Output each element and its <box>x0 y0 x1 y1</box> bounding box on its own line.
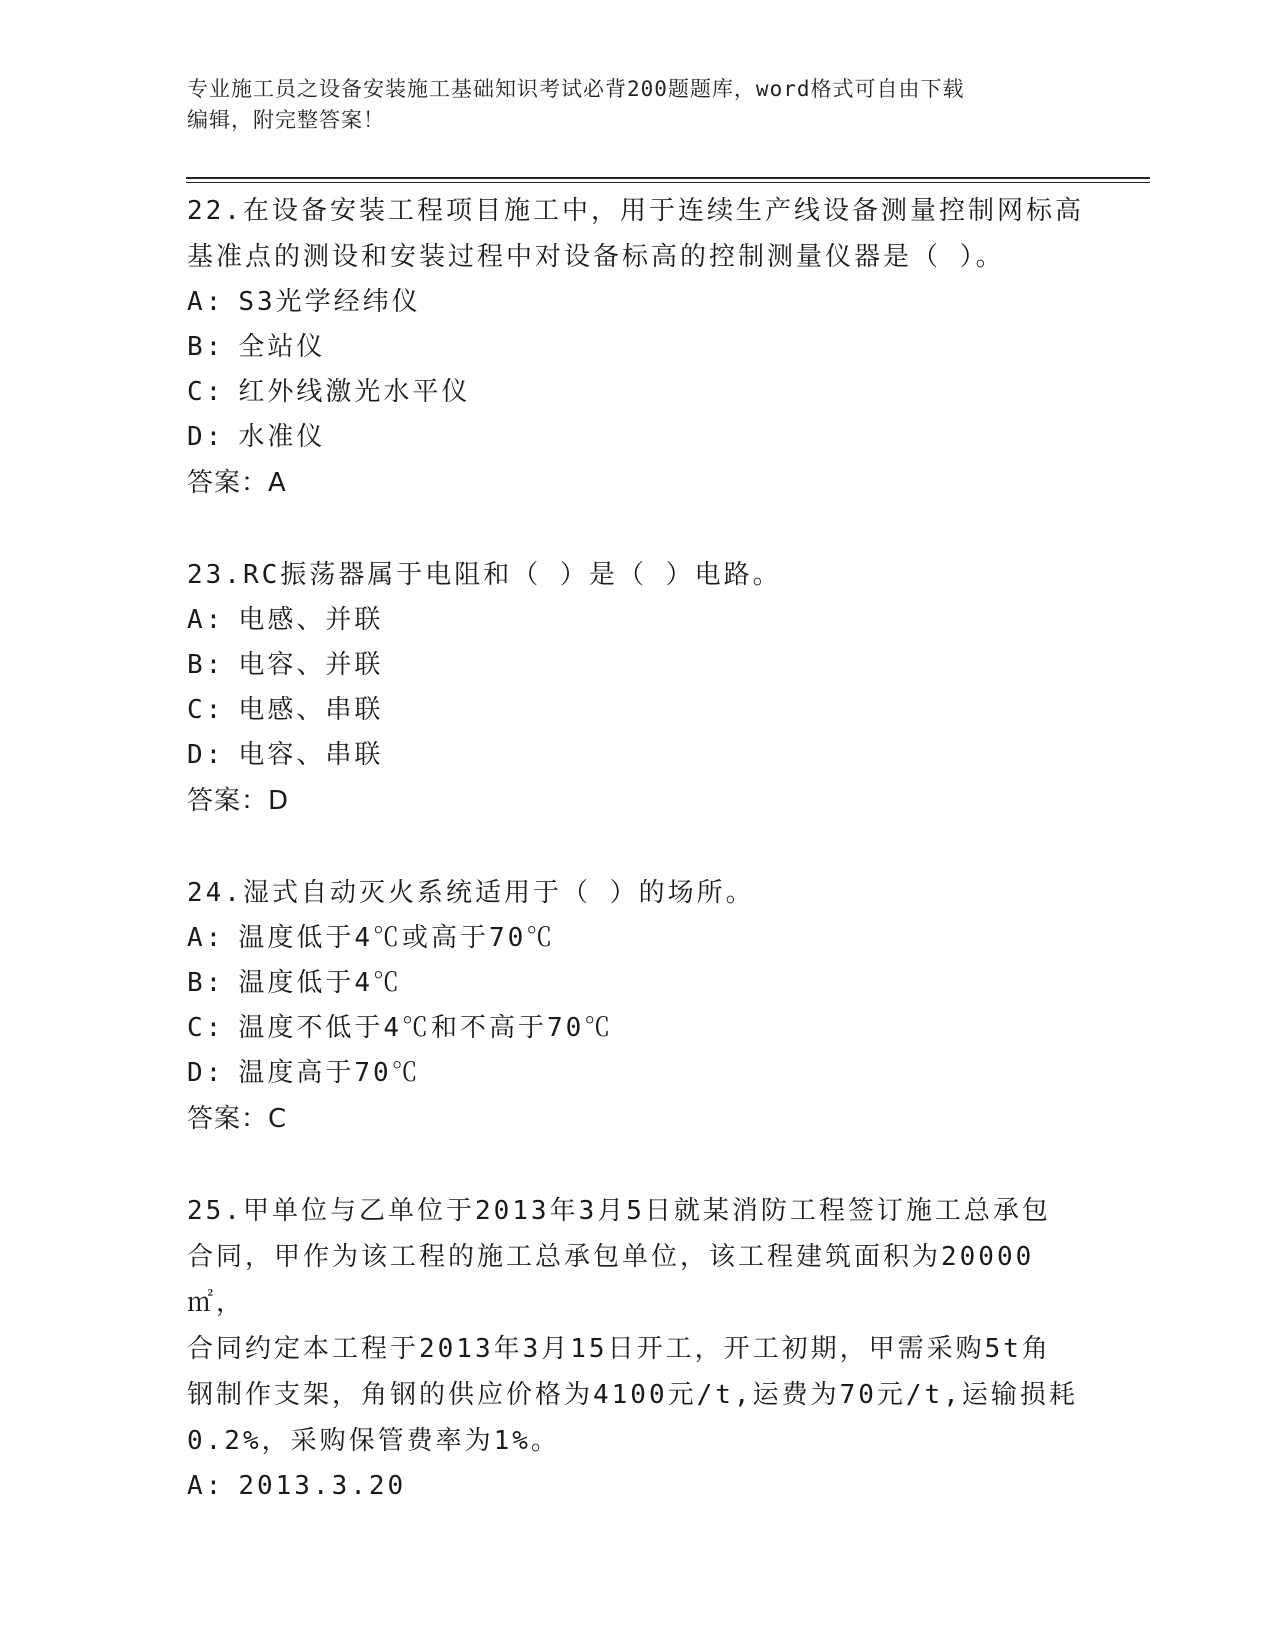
option-text: 全站仪 <box>238 332 326 362</box>
question-stem-line: 基准点的测设和安装过程中对设备标高的控制测量仪器是（ ）。 <box>187 242 1005 272</box>
question-stem-line: 合同约定本工程于2013年3月15日开工，开工初期，甲需采购5t角 <box>187 1334 1051 1364</box>
header-divider-thin <box>186 182 1150 183</box>
question-stem-line: 22.在设备安装工程项目施工中，用于连续生产线设备测量控制网标高 <box>187 196 1084 226</box>
option-letter: D: <box>187 740 225 770</box>
option-text: 红外线激光水平仪 <box>238 377 471 407</box>
question-stem-line: 钢制作支架，角钢的供应价格为4100元/t,运费为70元/t,运输损耗 <box>187 1380 1078 1410</box>
option-text: 电感、串联 <box>238 695 384 725</box>
option-b <box>187 643 1087 688</box>
option-d <box>187 1051 1087 1096</box>
option-text: S3光学经纬仪 <box>238 287 421 317</box>
answer-line: 答案：D <box>187 786 290 816</box>
option-text: 温度低于4℃ <box>238 968 402 998</box>
option-letter: B: <box>187 968 225 998</box>
option-letter: A: <box>187 1471 225 1501</box>
option-a <box>187 1464 1087 1509</box>
option-text: 温度高于70℃ <box>238 1058 421 1088</box>
header-intro-line-2: 编辑，附完整答案！ <box>187 108 385 132</box>
option-text: 电容、串联 <box>238 740 384 770</box>
option-text: 温度不低于4℃和不高于70℃ <box>238 1013 614 1043</box>
option-text: 温度低于4℃或高于70℃ <box>238 923 556 953</box>
option-letter: C: <box>187 377 225 407</box>
option-letter: D: <box>187 422 225 452</box>
question-24 <box>187 870 1087 1142</box>
option-letter: B: <box>187 332 225 362</box>
option-c <box>187 688 1087 733</box>
option-text: 水准仪 <box>238 422 326 452</box>
question-22 <box>187 188 1087 506</box>
option-c <box>187 370 1087 415</box>
question-stem-line: 0.2%，采购保管费率为1%。 <box>187 1426 560 1456</box>
question-list <box>187 188 1087 1555</box>
option-letter: A: <box>187 605 225 635</box>
option-text: 2013.3.20 <box>238 1471 407 1501</box>
header-divider-thick <box>186 177 1150 179</box>
answer-line: 答案：A <box>187 468 287 498</box>
option-c <box>187 1006 1087 1051</box>
question-stem-line: 合同，甲作为该工程的施工总承包单位，该工程建筑面积为20000㎡， <box>187 1242 1035 1318</box>
option-a <box>187 916 1087 961</box>
question-23 <box>187 552 1087 824</box>
option-letter: C: <box>187 1013 225 1043</box>
option-text: 电容、并联 <box>238 650 384 680</box>
question-25 <box>187 1188 1087 1509</box>
option-d <box>187 415 1087 460</box>
document-header <box>187 74 1087 136</box>
question-stem-line: 24.湿式自动灭火系统适用于（ ）的场所。 <box>187 878 755 908</box>
option-b <box>187 325 1087 370</box>
option-letter: B: <box>187 650 225 680</box>
header-intro-line-1: 专业施工员之设备安装施工基础知识考试必背200题题库，word格式可自由下载 <box>187 77 965 101</box>
question-stem-line: 23.RC振荡器属于电阻和（ ）是（ ）电路。 <box>187 560 782 590</box>
option-a <box>187 280 1087 325</box>
question-stem-line: 25.甲单位与乙单位于2013年3月5日就某消防工程签订施工总承包 <box>187 1196 1051 1226</box>
option-letter: D: <box>187 1058 225 1088</box>
option-letter: A: <box>187 287 225 317</box>
option-b <box>187 961 1087 1006</box>
option-letter: A: <box>187 923 225 953</box>
option-a <box>187 598 1087 643</box>
option-text: 电感、并联 <box>238 605 384 635</box>
option-d <box>187 733 1087 778</box>
answer-line: 答案：C <box>187 1104 288 1134</box>
option-letter: C: <box>187 695 225 725</box>
